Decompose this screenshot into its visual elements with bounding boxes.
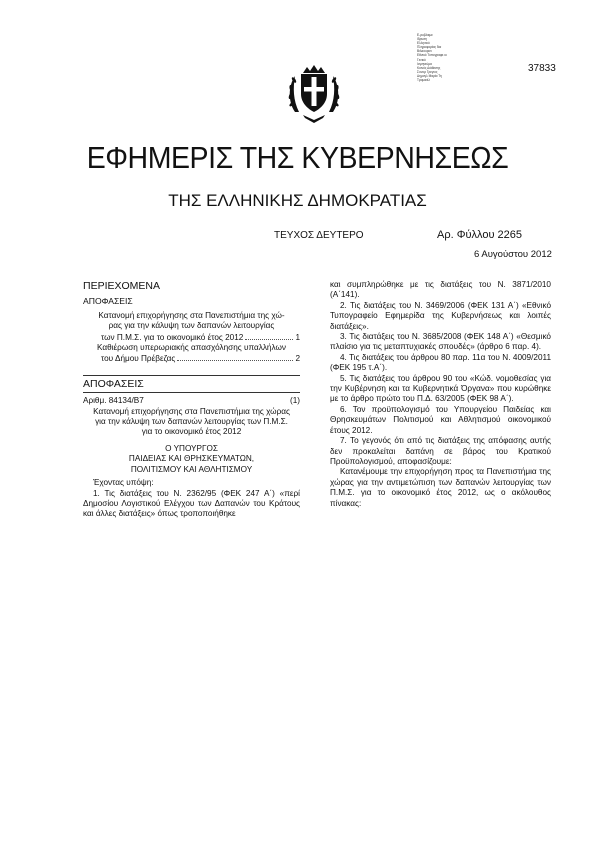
- stamp-line: Γενικό: [417, 57, 426, 62]
- gazette-title: ΕΦΗΜΕΡΙΣ ΤΗΣ ΚΥΒΕΡΝΗΣΕΩΣ: [86, 140, 509, 175]
- toc-item-2-line: του Δήμου Πρέβεζας: [101, 354, 176, 364]
- divider: [83, 375, 300, 376]
- decision-index: (1): [289, 396, 300, 406]
- consideration-1: 1. Τις διατάξεις του Ν. 2362/95 (ΦΕΚ 247 Α΄) «περί Δημοσίου Λογιστικού Ελέγχου των Δαπανών του Κράτους και άλλες διατάξεις» όπως τροποποιήθηκε: [83, 488, 300, 519]
- consideration-1-cont: και συμπληρώθηκε με τις διατάξεις του Ν. 3871/2010 (Α΄141).: [330, 280, 551, 300]
- stamp-line: Δημογλ Μαρία Τη: [417, 73, 442, 78]
- decision-summary-line: για το οικονομικό έτος 2012: [141, 427, 242, 437]
- stamp-line: Ισμηνεύμα: [417, 61, 432, 66]
- coat-of-arms-icon: [285, 60, 343, 124]
- toc-leader: [177, 353, 293, 361]
- decisions-heading: ΑΠΟΦΑΣΕΙΣ: [83, 377, 144, 390]
- decision-summary-line: για την κάλυψη των δαπανών λειτουργίας των Π.Μ.Σ.: [95, 417, 288, 427]
- contents-heading: ΠΕΡΙΕΧΟΜΕΝΑ: [83, 280, 161, 292]
- issue-date: 6 Αυγούστου 2012: [474, 249, 552, 260]
- decision-text: Κατανέμουμε την επιχορήγηση προς τα Πανεπιστήμια της χώρας για την αντιμετώπιση των δαπανών λειτουργίας των Π.Μ.Σ. για το οικονομικό έτος 2012, ως ο ακόλουθος πίνακας:: [330, 467, 551, 508]
- toc-item-1[interactable]: [83, 332, 300, 343]
- stamp-line: Τρομαιέλ: [417, 78, 430, 83]
- issue-label: ΤΕΥΧΟΣ ΔΕΥΤΕΡΟ: [274, 230, 364, 241]
- toc-item-1-line: ρας για την κάλυψη των δαπανών λειτουργίας: [108, 321, 275, 331]
- consideration-3: 3. Τις διατάξεις του Ν. 3685/2008 (ΦΕΚ 148 Α΄) «Θεσμικό πλαίσιο για τις μεταπτυχιακές σπουδές» (άρθρο 6 παρ. 4).: [330, 332, 551, 352]
- stamp-line: Πληροφορίας δια: [417, 45, 442, 50]
- decision-ref: [83, 396, 300, 406]
- stamp-line: Ιδρυση: [417, 37, 427, 42]
- toc-item-2-line: Καθιέρωση υπερωριακής απασχόλησης υπαλλήλων: [97, 343, 286, 353]
- divider: [83, 392, 300, 393]
- minister-title: Ο ΥΠΟΥΡΓΟΣ: [165, 443, 218, 453]
- decision-number: Αριθμ. 84134/Β7: [83, 396, 144, 406]
- stamp-line: Κοινός Διάθεσης: [417, 65, 441, 70]
- stamp-line: Εθνικό Τυπογραφε ιο: [417, 53, 447, 58]
- toc-leader: [245, 332, 293, 340]
- toc-item-1-line: των Π.Μ.Σ. για το οικονομικό έτος 2012: [101, 332, 244, 342]
- consideration-6: 6. Τον προϋπολογισμό του Υπουργείου Παιδείας και Θρησκευμάτων Πολιτισμού και Αθλητισμού οικονομικού έτους 2012.: [330, 404, 551, 435]
- toc-page: 1: [295, 332, 300, 342]
- minister-title: ΠΑΙΔΕΙΑΣ ΚΑΙ ΘΡΗΣΚΕΥΜΑΤΩΝ,: [128, 454, 255, 464]
- toc-item-1-line: Κατανομή επιχορήγησης στα Πανεπιστήμια της χώ-: [98, 310, 285, 320]
- right-column: [330, 280, 551, 509]
- having-regard: Έχοντας υπόψη:: [93, 478, 154, 488]
- stamp-line: Ελληνικό: [417, 41, 430, 46]
- left-column: [83, 280, 300, 520]
- registration-stamp: [417, 33, 477, 82]
- stamp-line: Συνορ Γρεγιος: [417, 69, 438, 74]
- consideration-2: 2. Τις διατάξεις του Ν. 3469/2006 (ΦΕΚ 131 Α΄) «Εθνικό Τυπογραφείο Εφημερίδα της Κυβερνήσεως και λοιπές διατάξεις».: [330, 300, 551, 331]
- toc-item-2[interactable]: [83, 353, 300, 364]
- stamp-line: Ε-ρuβλικμε: [417, 33, 433, 37]
- consideration-5: 5. Τις διατάξεις του άρθρου 90 του «Κώδ. νομοθεσίας για την Κυβέρνηση και τα Κυβερνητικά Όργανα» που κυρώθηκε με το άρθρο πρώτο του Π.Δ. 63/2005 (ΦΕΚ 98 Α΄).: [330, 373, 551, 404]
- sheet-number: Αρ. Φύλλου 2265: [437, 229, 522, 241]
- gazette-subtitle: ΤΗΣ ΕΛΛΗΝΙΚΗΣ ΔΗΜΟΚΡΑΤΙΑΣ: [168, 191, 427, 210]
- contents-section: ΑΠΟΦΑΣΕΙΣ: [83, 296, 133, 307]
- stamp-line: Βιλαουρον: [417, 49, 432, 54]
- decision-summary-line: Κατανομή επιχορήγησης στα Πανεπιστήμια της χώρας: [93, 406, 290, 416]
- toc-page: 2: [295, 354, 300, 364]
- consideration-7: 7. Το γεγονός ότι από τις διατάξεις της απόφασης αυτής δεν προκαλείται δαπάνη σε βάρος του Κρατικού Προϋπολογισμού, αποφασίζουμε:: [330, 436, 551, 466]
- page-number: 37833: [528, 63, 556, 74]
- minister-title: ΠΟΛΙΤΙΣΜΟΥ ΚΑΙ ΑΘΛΗΤΙΣΜΟΥ: [130, 464, 253, 474]
- consideration-4: 4. Τις διατάξεις του άρθρου 80 παρ. 11α του Ν. 4009/2011 (ΦΕΚ 195 τ.Α΄).: [330, 352, 551, 373]
